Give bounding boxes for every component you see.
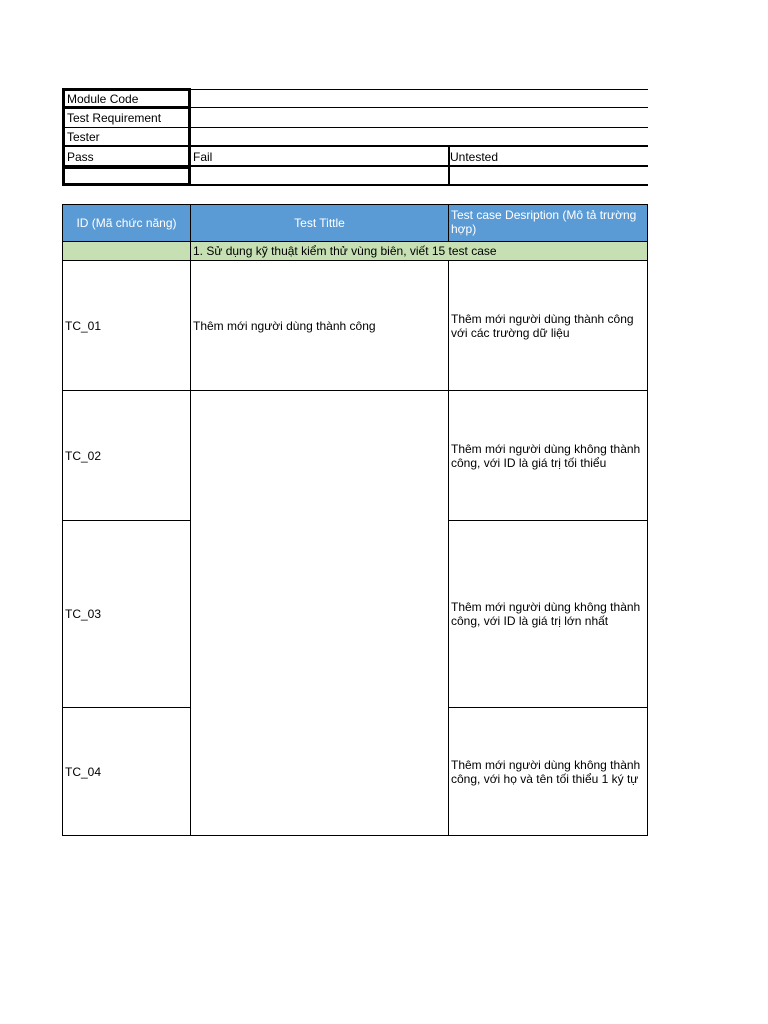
section-band: [190, 241, 648, 261]
merged-title-cell: [190, 390, 449, 836]
tester-label: Tester: [67, 129, 100, 144]
test-case-id: TC_04: [65, 764, 102, 779]
fail-label: Fail: [193, 149, 213, 164]
title-column-header: [190, 204, 449, 242]
test-case-id: TC_01: [65, 318, 102, 333]
grid-line: [62, 184, 648, 186]
test-requirement-label: Test Requirement: [67, 110, 162, 125]
grid-line: [191, 107, 648, 108]
grid-line: [191, 89, 648, 90]
description-column-header-label: Test case Desription (Mô tả trường hợp): [451, 208, 637, 236]
grid-line: [448, 147, 450, 186]
table-row-description-cell: [448, 520, 648, 708]
module-code-label-cell: [62, 88, 191, 109]
pass-label-cell: [62, 147, 191, 166]
table-row-description-cell: [448, 707, 648, 836]
table-row-id-cell: [62, 390, 191, 521]
fail-label-cell: [191, 147, 448, 166]
module-code-label: Module Code: [67, 91, 139, 106]
table-row-id-cell: [62, 707, 191, 836]
test-case-description: Thêm mới người dùng không thành công, với ID là giá trị tối thiểu: [451, 441, 641, 470]
tester-label-cell: [62, 127, 191, 146]
pass-value-cell: [62, 166, 191, 186]
test-case-description: Thêm mới người dùng không thành công, với ID là giá trị lớn nhất: [451, 600, 641, 628]
test-case-title: Thêm mới người dùng thành công: [193, 318, 376, 333]
table-row-description-cell: [448, 260, 648, 391]
description-column-header: [448, 204, 648, 242]
test-case-id: TC_02: [65, 448, 102, 463]
test-case-description: Thêm mới người dùng thành công với các trường dữ liệu: [451, 311, 634, 340]
section-band-label: 1. Sử dụng kỹ thuật kiểm thử vùng biên, viết 15 test case: [193, 244, 497, 258]
fail-value-cell: [191, 167, 448, 185]
table-row-id-cell: [62, 520, 191, 708]
untested-value-cell: [448, 167, 648, 185]
untested-label-cell: [448, 147, 648, 166]
section-band-id-cell: [62, 241, 191, 261]
title-column-header-label: Test Tittle: [294, 216, 345, 230]
table-row-id-cell: [62, 260, 191, 391]
test-case-id: TC_03: [65, 607, 102, 621]
table-row-title-cell: [190, 260, 449, 391]
untested-label: Untested: [450, 149, 499, 164]
table-row-description-cell: [448, 390, 648, 521]
pass-label: Pass: [67, 149, 94, 164]
id-column-header: [62, 204, 191, 242]
id-column-header-label: ID (Mã chức năng): [76, 216, 177, 230]
test-case-description: Thêm mới người dùng không thành công, với họ và tên tối thiểu 1 ký tự: [451, 757, 641, 786]
test-requirement-label-cell: [62, 108, 191, 127]
